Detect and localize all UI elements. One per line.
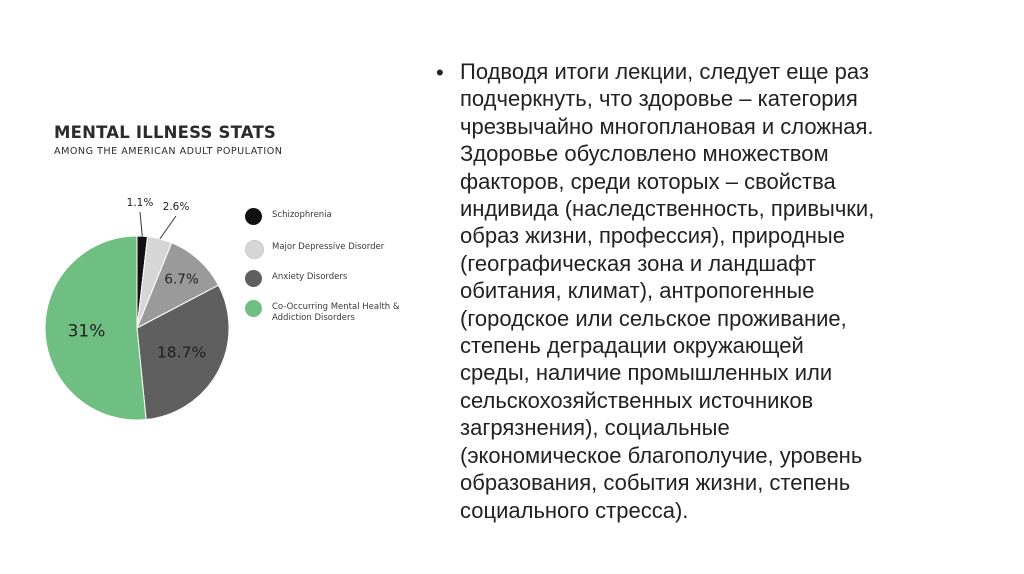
summary-line: сельскохозяйственных источников	[460, 387, 814, 413]
summary-line: факторов, среди которых – свойства	[460, 168, 836, 194]
legend-swatch	[245, 240, 264, 259]
legend-label: Major Depressive Disorder	[272, 242, 385, 252]
summary-line: (городское или сельское проживание,	[460, 305, 847, 331]
chart-subtitle: AMONG THE AMERICAN ADULT POPULATION	[54, 146, 283, 157]
pie-chart	[0, 0, 320, 574]
legend-label: Anxiety Disorders	[272, 272, 348, 282]
slice-label: 31%	[67, 321, 106, 342]
slice-label: 6.7%	[164, 271, 199, 288]
summary-line: образ жизни, профессия), природные	[460, 223, 845, 249]
summary-line: обитания, климат), антропогенные	[460, 278, 815, 304]
summary-line: чрезвычайно многоплановая и сложная.	[460, 113, 874, 139]
leader-line	[140, 212, 142, 236]
summary-line: образования, события жизни, степень	[460, 470, 851, 496]
summary-line: индивида (наследственность, привычки,	[460, 196, 875, 222]
legend-label: Schizophrenia	[272, 210, 332, 220]
summary-line: Здоровье обусловлено множеством	[460, 141, 829, 167]
summary-line: подчеркнуть, что здоровье – категория	[460, 86, 858, 112]
chart-title: MENTAL ILLNESS STATS	[54, 123, 277, 142]
summary-line: (экономическое благополучие, уровень	[460, 442, 863, 468]
summary-paragraph	[460, 58, 940, 524]
leader-line	[160, 216, 176, 239]
slice-label: 2.6%	[162, 201, 190, 213]
summary-line: Подводя итоги лекции, следует еще раз	[460, 59, 869, 84]
slice-label: 1.1%	[126, 197, 154, 209]
legend-swatch	[245, 208, 262, 225]
bullet-marker: •	[436, 60, 444, 85]
legend-swatch	[245, 300, 262, 317]
summary-line: загрязнения), социальные	[460, 415, 730, 441]
summary-line: среды, наличие промышленных или	[460, 360, 833, 386]
summary-line: социального стресса).	[460, 497, 689, 523]
summary-line: (географическая зона и ландшафт	[460, 250, 816, 276]
slice-label: 18.7%	[156, 343, 207, 362]
summary-line: степень деградации окружающей	[460, 333, 804, 359]
legend-swatch	[245, 270, 262, 287]
legend-label: Co-Occurring Mental Health & Addiction Disorders	[272, 302, 400, 323]
